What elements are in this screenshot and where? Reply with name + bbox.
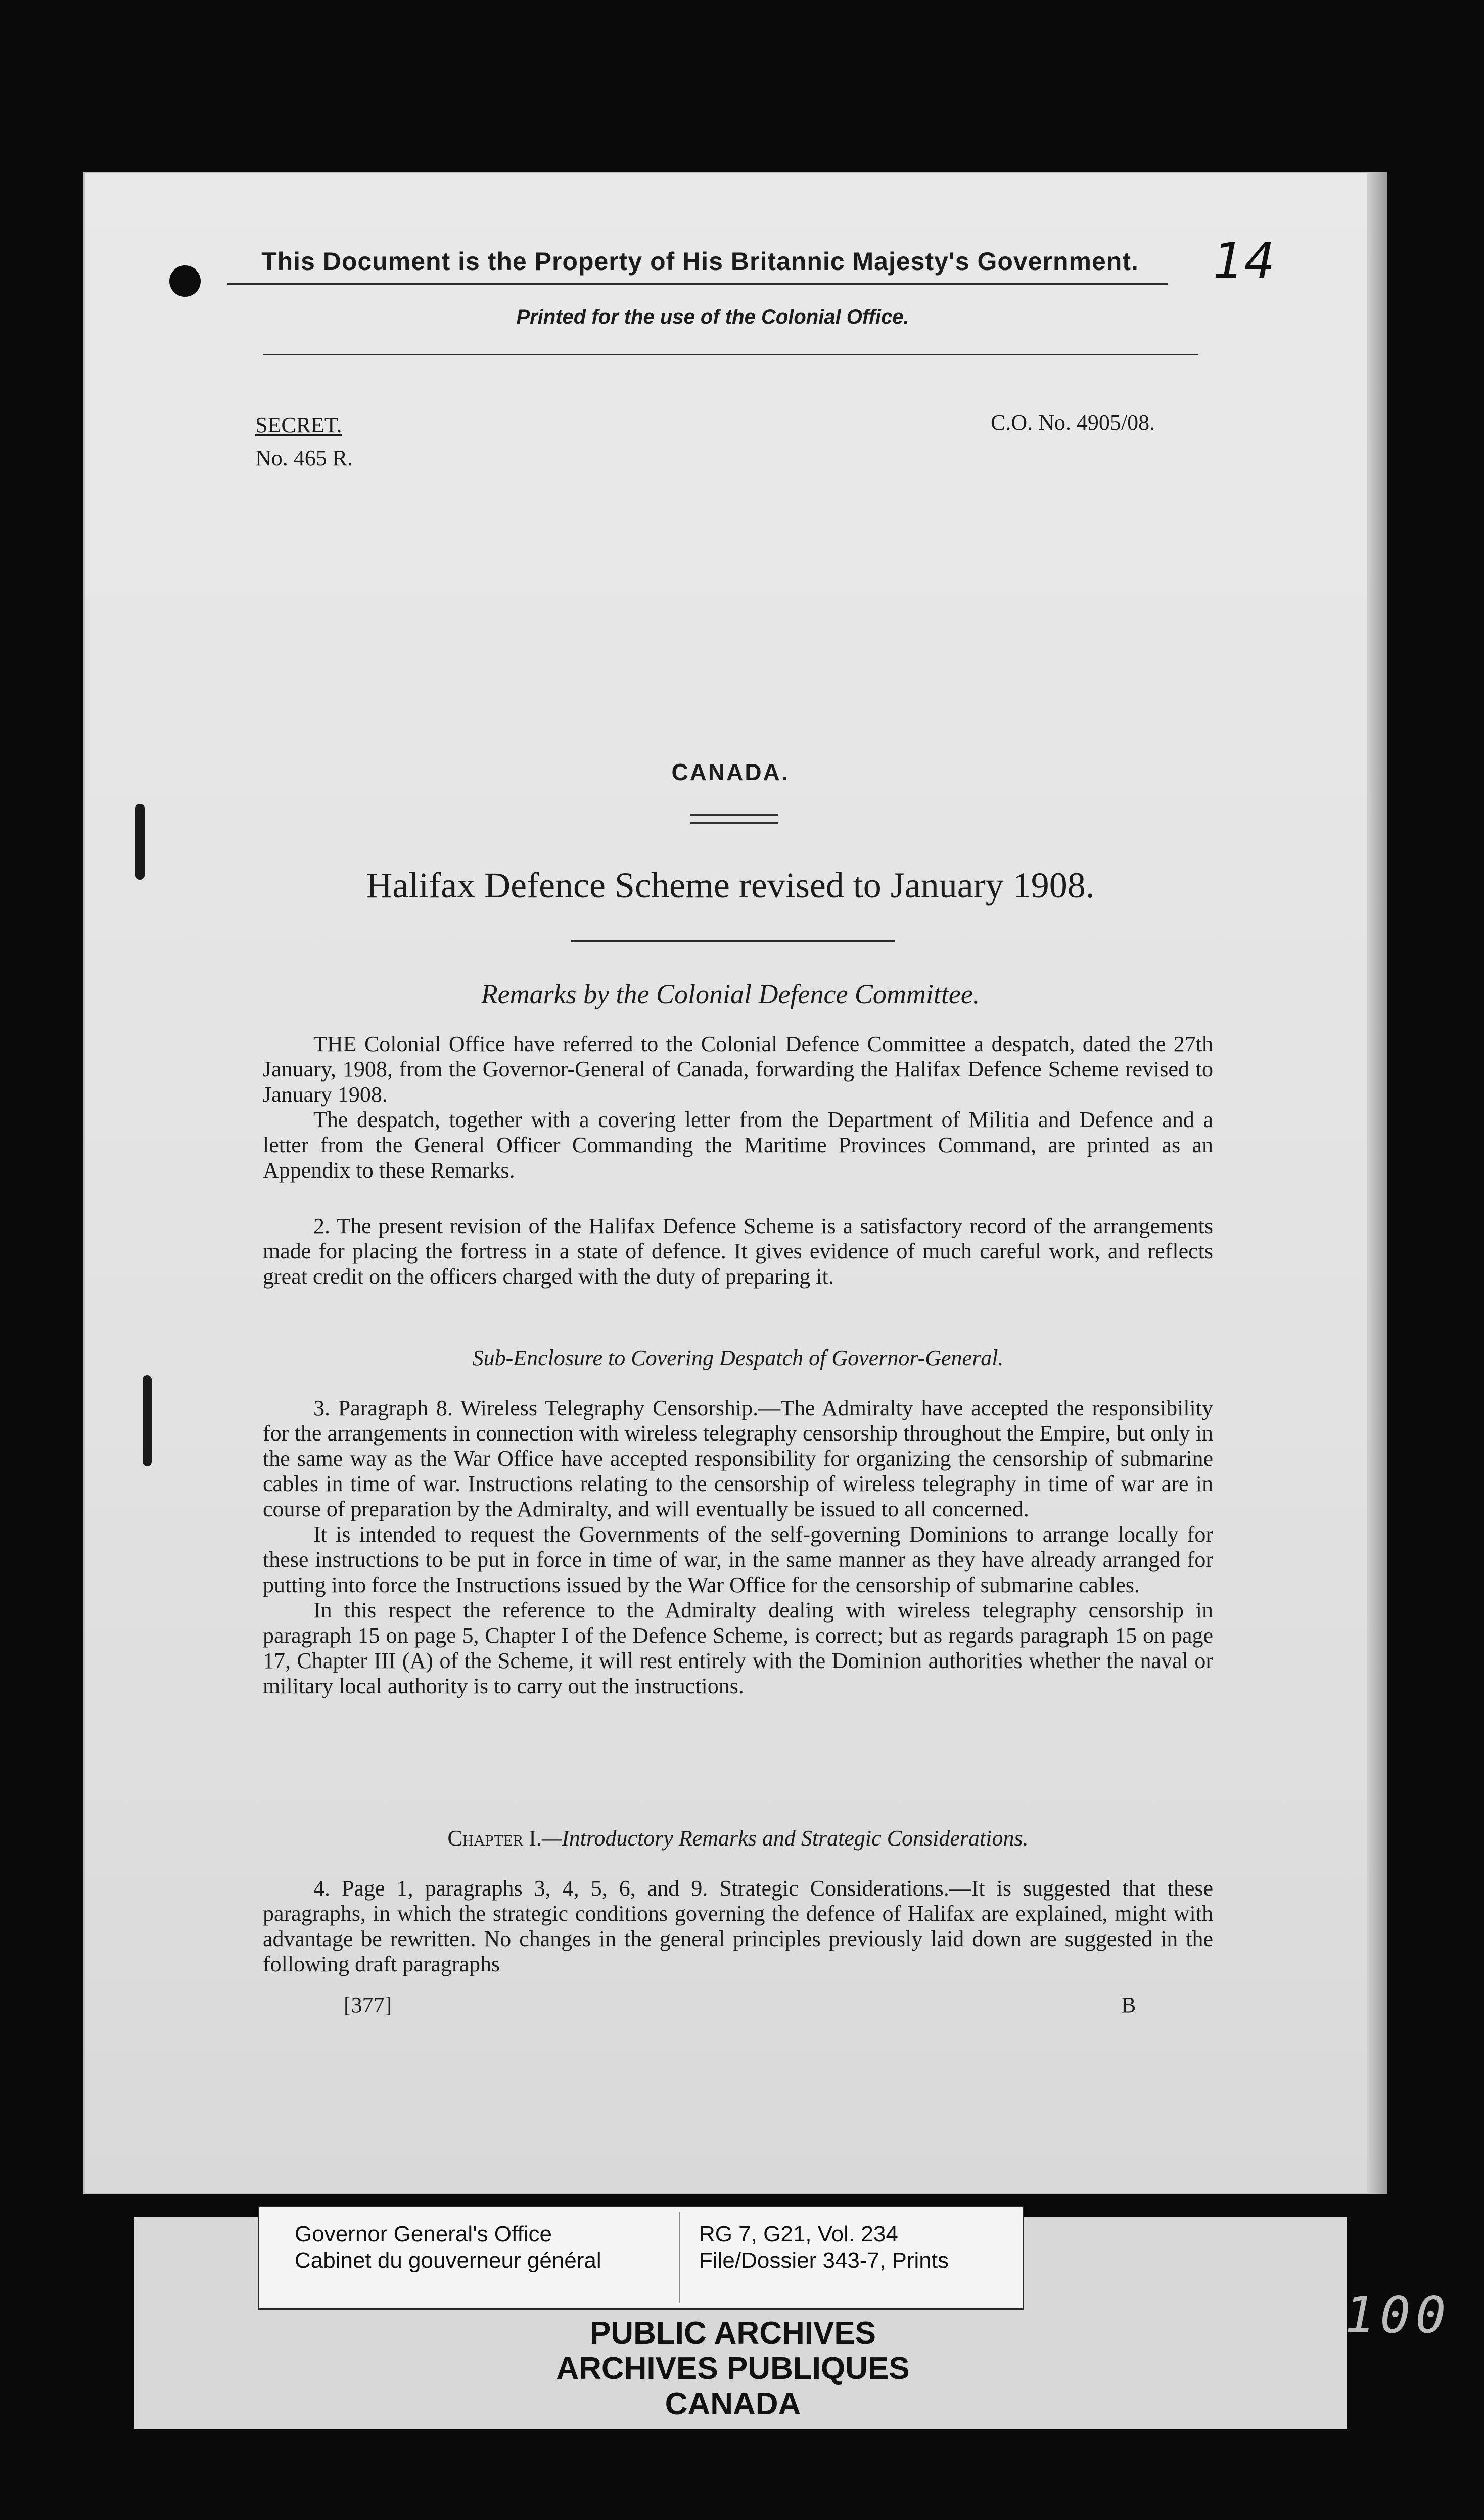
sub-enclosure-heading: Sub-Enclosure to Covering Despatch of Governor-General.	[472, 1345, 1004, 1370]
punch-hole	[169, 265, 201, 297]
paragraph-1b: The despatch, together with a covering letter from the Department of Militia and Defence and a letter from the General Officer Commanding the Maritime Provinces Command, are printed as an Appendix to these Remarks.	[263, 1107, 1213, 1183]
frame-number: 100	[1344, 2285, 1451, 2345]
archive-label	[258, 2206, 1024, 2310]
paragraph-3-section	[263, 1396, 1213, 1699]
property-notice: This Document is the Property of His Britannic Majesty's Government.	[261, 247, 1139, 276]
paragraph-1a: THE Colonial Office have referred to the Colonial Defence Committee a despatch, dated the 27th January, 1908, from the Governor-General of Canada, forwarding the Halifax Defence Scheme revised to January 1908.	[263, 1031, 1213, 1107]
public-archives-stamp	[263, 2316, 1203, 2422]
handwritten-number: 14	[1213, 233, 1275, 289]
archives-line-3: CANADA	[665, 2387, 801, 2421]
classification: SECRET.	[255, 413, 342, 437]
archives-line-1: PUBLIC ARCHIVES	[589, 2316, 876, 2351]
chapter-heading	[263, 1825, 1213, 1851]
double-rule-bottom	[690, 822, 778, 824]
header-divider	[263, 354, 1198, 355]
archives-line-2: ARCHIVES PUBLIQUES	[556, 2351, 910, 2386]
paragraph-3a: 3. Paragraph 8. Wireless Telegraphy Censorship.—The Admiralty have accepted the responsibility for the arrangements in connection with wireless telegraphy censorship throughout the Empire, but only in the same way as the War Office have accepted responsibility for organizing the censorship of submarine cables in time of war. Instructions relating to the censorship of wireless telegraphy in time of war are in course of preparation by the Admiralty, and will eventually be issued to all concerned.	[263, 1396, 1213, 1521]
title-rule	[571, 940, 895, 942]
file-dossier: File/Dossier 343-7, Prints	[699, 2248, 949, 2273]
printed-for-line: Printed for the use of the Colonial Office.	[516, 306, 909, 328]
paragraph-3c: In this respect the reference to the Admiralty dealing with wireless telegraphy censorship in paragraph 15 on page 5, Chapter I of the Defence Scheme, is correct; but as regards paragraph 15 on page 17, Chapter III (A) of the Scheme, it will rest entirely with the Dominion authorities whether the naval or military local authority is to carry out the instructions.	[263, 1598, 1213, 1698]
label-separator	[679, 2212, 680, 2303]
print-number: [377]	[344, 1993, 392, 2017]
remarks-subtitle: Remarks by the Colonial Defence Committee.	[481, 979, 980, 1009]
co-number: C.O. No. 4905/08.	[991, 410, 1155, 435]
reference-column	[699, 2221, 949, 2274]
binding-slot	[135, 804, 145, 880]
country-heading: CANADA.	[671, 759, 790, 785]
chapter-title: —Introductory Remarks and Strategic Considerations.	[541, 1826, 1029, 1851]
header-rule	[227, 283, 1168, 285]
intro-section	[263, 1031, 1213, 1183]
record-group: RG 7, G21, Vol. 234	[699, 2222, 898, 2246]
office-en: Governor General's Office	[295, 2222, 552, 2246]
signature-mark: B	[1121, 1993, 1136, 2017]
paragraph-4-section	[263, 1876, 1213, 1977]
chapter-label: Chapter I.	[447, 1826, 542, 1851]
paragraph-4: 4. Page 1, paragraphs 3, 4, 5, 6, and 9. Strategic Considerations.—It is suggested that these paragraphs, in which the strategic conditions governing the defence of Halifax are explained, might with advantage be rewritten. No changes in the general principles previously laid down are suggested in the following draft paragraphs	[263, 1876, 1213, 1976]
office-column	[295, 2221, 601, 2274]
double-rule-top	[690, 814, 778, 816]
reference-number: No. 465 R.	[255, 445, 353, 470]
document-title: Halifax Defence Scheme revised to January 1908.	[366, 865, 1095, 906]
binding-slot	[143, 1375, 152, 1466]
paragraph-3b: It is intended to request the Governments of the self-governing Dominions to arrange locally for these instructions to be put in force in time of war, in the same manner as they have already arranged for putting into force the Instructions issued by the War Office for the censorship of submarine cables.	[263, 1522, 1213, 1597]
paragraph-2-section	[263, 1213, 1213, 1289]
office-fr: Cabinet du gouverneur général	[295, 2248, 601, 2273]
page-edge-shadow	[1367, 172, 1387, 2194]
paragraph-2: 2. The present revision of the Halifax Defence Scheme is a satisfactory record of the arrangements made for placing the fortress in a state of defence. It gives evidence of much careful work, and reflects great credit on the officers charged with the duty of preparing it.	[263, 1213, 1213, 1289]
